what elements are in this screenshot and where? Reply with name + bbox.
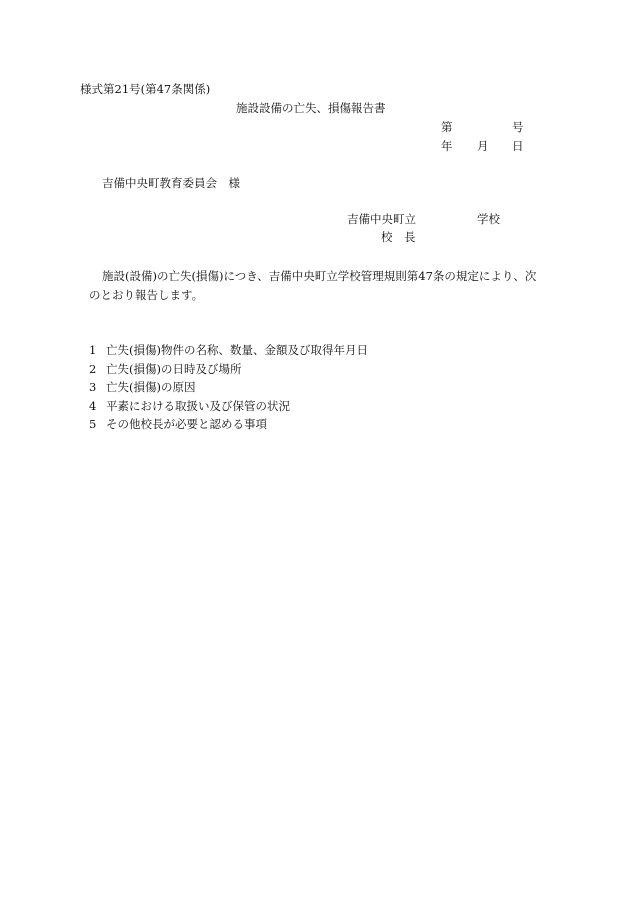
reference-go-label: 号: [512, 120, 524, 134]
item-text: その他校長が必要と認める事項: [106, 417, 267, 431]
item-text: 亡失(損傷)の原因: [106, 380, 196, 394]
date-day-label: 日: [512, 139, 524, 153]
item-number: 3: [89, 380, 97, 394]
item-text: 亡失(損傷)物件の名称、数量、金額及び取得年月日: [106, 343, 368, 357]
item-number: 4: [89, 398, 97, 413]
item-number: 2: [89, 361, 97, 376]
list-item: [89, 379, 368, 398]
school-name-suffix: 学校: [477, 212, 500, 226]
list-item: [89, 361, 368, 380]
report-items-list: [89, 342, 368, 435]
body-text-line-2: のとおり報告します。: [89, 288, 204, 302]
date-year-label: 年: [441, 139, 453, 153]
document-title: 施設設備の亡失、損傷報告書: [236, 101, 386, 115]
list-item: [89, 398, 368, 417]
item-number: 1: [89, 343, 97, 357]
body-text-line-1: 施設(設備)の亡失(損傷)につき、吉備中央町立学校管理規則第47条の規定により、次: [102, 269, 537, 283]
reference-dai-label: 第: [441, 120, 453, 134]
date-month-label: 月: [477, 139, 489, 153]
list-item: [89, 416, 368, 435]
item-text: 亡失(損傷)の日時及び場所: [106, 361, 242, 376]
form-number: 様式第21号(第47条関係): [80, 82, 211, 96]
item-text: 平素における取扱い及び保管の状況: [106, 398, 290, 413]
principal-label: 校 長: [381, 230, 416, 244]
school-name-prefix: 吉備中央町立: [347, 212, 416, 226]
addressee: 吉備中央町教育委員会 様: [102, 176, 240, 190]
list-item: [89, 342, 368, 361]
item-number: 5: [89, 417, 97, 431]
